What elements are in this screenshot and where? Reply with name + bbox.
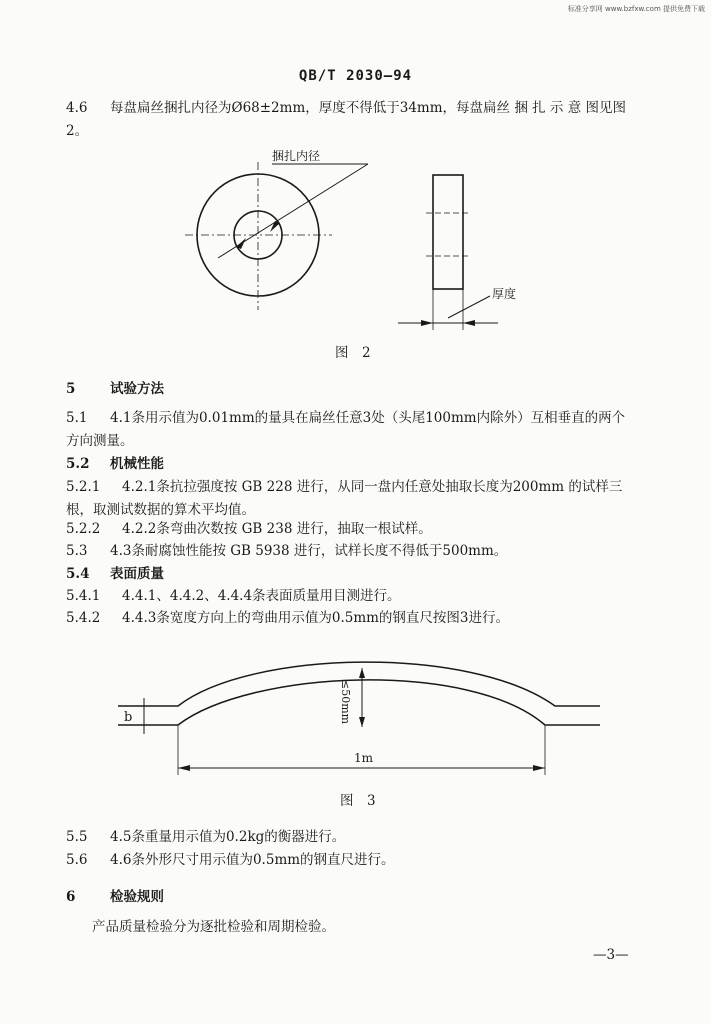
clause-text: 4.2.1条抗拉强度按 GB 228 进行，从同一盘内任意处抽取长度为200mm 的试样三 (122, 479, 623, 495)
clause-text: 4.3条耐腐蚀性能按 GB 5938 进行，试样长度不得低于500mm。 (110, 543, 508, 559)
page-number: —3— (593, 947, 629, 963)
clause-number: 5.4.2 (66, 610, 101, 626)
figure-2-diagram (180, 140, 540, 340)
section-6-text: 产品质量检验分为逐批检验和周期检验。 (92, 919, 335, 935)
section-number: 6 (66, 889, 76, 905)
clause-5-1 (66, 408, 625, 428)
label-width-b: b (124, 710, 133, 725)
clause-5-6 (66, 850, 395, 870)
clause-5-1-cont: 方向测量。 (66, 433, 134, 449)
clause-5-2-heading (66, 454, 164, 474)
clause-5-5 (66, 827, 345, 847)
clause-text: 4.2.2条弯曲次数按 GB 238 进行，抽取一根试样。 (122, 521, 432, 537)
clause-number: 5.5 (66, 829, 88, 845)
label-length: 1m (354, 751, 374, 765)
clause-number: 5.6 (66, 852, 88, 868)
clause-text: 4.1条用示值为0.01mm的量具在扁丝任意3处（头尾100mm内除外）互相垂直的两个 (110, 410, 626, 426)
strip-upper-edge (118, 662, 600, 706)
clause-number: 5.4.1 (66, 588, 101, 604)
clause-5-4-heading (66, 564, 164, 584)
clause-number: 5.3 (66, 543, 88, 559)
figure-2-caption: 图 2 (335, 345, 371, 361)
clause-number: 4.6 (66, 100, 88, 116)
section-title: 试验方法 (110, 381, 164, 397)
section-number: 5 (66, 381, 76, 397)
clause-number: 5.1 (66, 410, 88, 426)
clause-4-6 (66, 98, 626, 118)
clause-text: 4.4.1、4.4.2、4.4.4条表面质量用目测进行。 (122, 588, 401, 604)
clause-title: 机械性能 (110, 456, 164, 472)
clause-number: 5.4 (66, 566, 90, 582)
clause-5-2-1 (66, 477, 622, 497)
label-inner-diameter: 捆扎内径 (272, 149, 321, 163)
clause-5-3 (66, 541, 507, 561)
clause-5-2-2 (66, 519, 432, 539)
section-title: 检验规则 (110, 889, 164, 905)
clause-text: 每盘扁丝捆扎内径为Ø68±2mm，厚度不得低于34mm，每盘扁丝 捆 扎 示 意 图见图 (110, 100, 626, 116)
section-6-heading (66, 887, 164, 907)
watermark: 标准分享网 www.bzfxw.com 提供免费下载 (567, 5, 705, 13)
clause-text: 4.6条外形尺寸用示值为0.5mm的钢直尺进行。 (110, 852, 395, 868)
standard-code-header: QB/T 2030—94 (298, 68, 413, 84)
strip-lower-edge (118, 680, 600, 725)
clause-number: 5.2.2 (66, 521, 101, 537)
label-max-height: ≤50mm (339, 680, 352, 725)
clause-4-6-cont: 2。 (66, 123, 89, 139)
coil-side-view (433, 175, 463, 289)
coil-inner-circle (234, 211, 282, 259)
clause-number: 5.2 (66, 456, 90, 472)
clause-text: 4.4.3条宽度方向上的弯曲用示值为0.5mm的钢直尺按图3进行。 (122, 610, 510, 626)
clause-text: 4.5条重量用示值为0.2kg的衡器进行。 (110, 829, 346, 845)
clause-5-4-2 (66, 608, 509, 628)
figure-3-diagram (100, 650, 620, 780)
figure-3-caption: 图 3 (340, 793, 376, 809)
label-thickness: 厚度 (492, 287, 517, 301)
section-5-heading (66, 379, 164, 399)
clause-5-4-1 (66, 586, 401, 606)
clause-5-2-1-cont: 根，取测试数据的算术平均值。 (66, 502, 255, 518)
clause-number: 5.2.1 (66, 479, 101, 495)
clause-title: 表面质量 (110, 566, 164, 582)
